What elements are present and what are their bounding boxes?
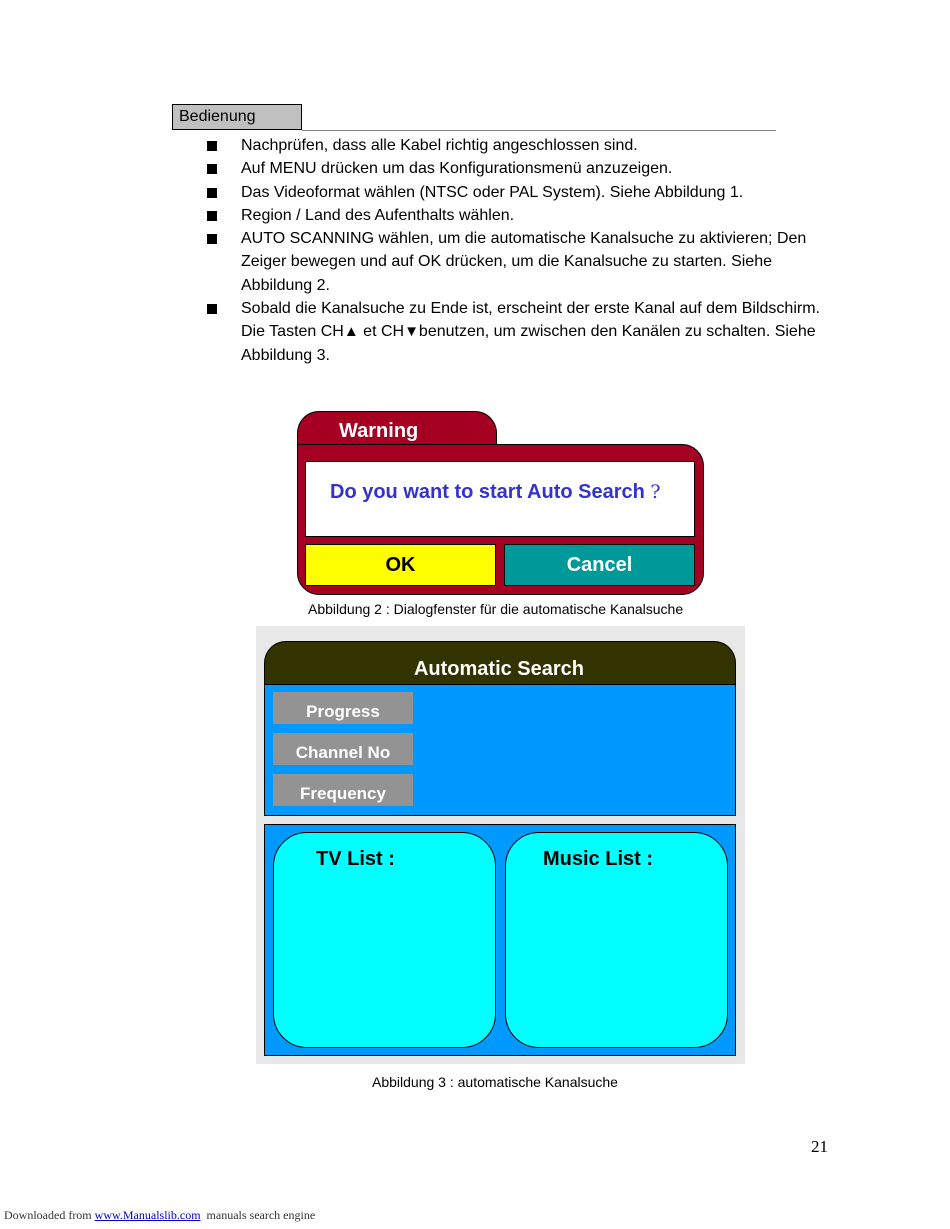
bullet-square-icon <box>207 164 217 174</box>
cancel-button[interactable]: Cancel <box>504 544 695 586</box>
section-tab: Bedienung <box>172 104 302 130</box>
footer-suffix: manuals search engine <box>200 1208 316 1222</box>
step-text: Region / Land des Aufenthalts wählen. <box>241 206 515 224</box>
step-text: benutzen, um zwischen den Kanälen zu schalten. Siehe Abbildung 3. <box>241 323 816 364</box>
list-item <box>205 204 835 227</box>
step-text: AUTO SCANNING wählen, um die automatische Kanalsuche zu aktivieren; Den Zeiger bewegen und auf OK drücken, um die Kanalsuche zu starten. Siehe Abbildung 2. <box>241 230 807 294</box>
tv-list-title: TV List : <box>316 848 395 870</box>
progress-label: Progress <box>273 692 413 724</box>
channel-no-label: Channel No <box>273 733 413 765</box>
list-item <box>205 134 835 157</box>
list-item <box>205 157 835 180</box>
warning-message-text: Do you want to start Auto Search <box>330 481 645 503</box>
footer <box>4 1208 315 1223</box>
section-divider <box>302 130 776 131</box>
manualslib-link[interactable]: www.Manualslib.com <box>94 1208 201 1222</box>
step-text: Sobald die Kanalsuche zu Ende ist, erscheint der erste Kanal auf dem Bildschirm. Die Tasten CH <box>241 300 820 341</box>
instruction-list <box>205 134 835 367</box>
list-item <box>205 297 835 367</box>
question-mark: ? <box>650 481 661 503</box>
figure-2-caption: Abbildung 2 : Dialogfenster für die automatische Kanalsuche <box>308 601 684 617</box>
warning-message-box <box>305 461 695 537</box>
bullet-square-icon <box>207 141 217 151</box>
frequency-label: Frequency <box>273 774 413 806</box>
ok-button[interactable]: OK <box>305 544 496 586</box>
triangle-up-icon: ▲ <box>343 323 359 341</box>
music-list-title: Music List : <box>543 848 654 870</box>
bullet-square-icon <box>207 304 217 314</box>
triangle-down-icon: ▼ <box>404 323 419 341</box>
step-text: et CH <box>358 323 405 341</box>
figure-3-caption: Abbildung 3 : automatische Kanalsuche <box>372 1074 618 1090</box>
bullet-square-icon <box>207 188 217 198</box>
step-text: Auf MENU drücken um das Konfigurationsmenü anzuzeigen. <box>241 160 673 178</box>
list-item <box>205 227 835 297</box>
bullet-square-icon <box>207 211 217 221</box>
bullet-square-icon <box>207 234 217 244</box>
footer-prefix: Downloaded from <box>4 1208 95 1222</box>
page-number: 21 <box>811 1137 828 1156</box>
step-text: Das Videoformat wählen (NTSC oder PAL System). Siehe Abbildung 1. <box>241 183 744 201</box>
auto-search-title: Automatic Search <box>413 658 585 680</box>
step-text: Nachprüfen, dass alle Kabel richtig angeschlossen sind. <box>241 137 638 154</box>
warning-message <box>330 481 661 504</box>
warning-dialog-title: Warning <box>339 420 419 442</box>
list-item <box>205 181 835 204</box>
